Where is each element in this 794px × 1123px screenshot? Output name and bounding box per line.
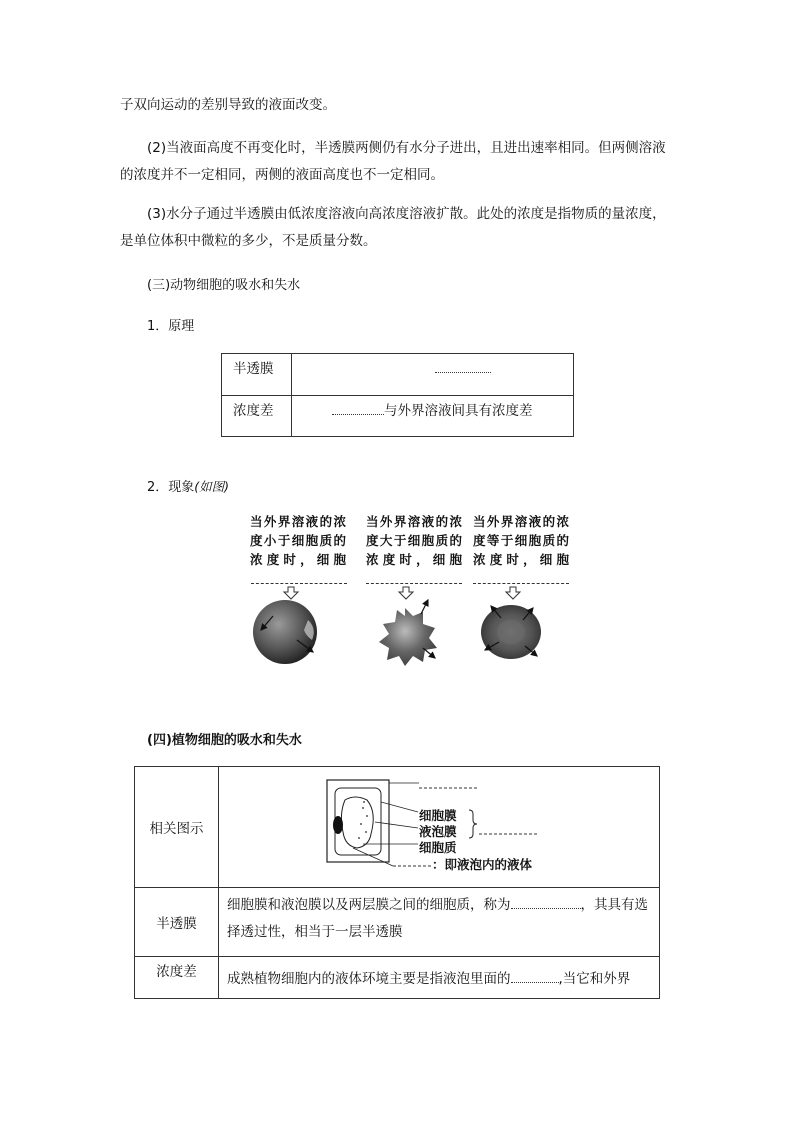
concentration-diff-label: 浓度差: [222, 396, 292, 437]
semipermeable-desc-a: 细胞膜和液泡膜以及两层膜之间的细胞质，称为: [227, 897, 511, 913]
item-1-heading: 1．原理: [147, 319, 195, 334]
item-2-heading: [147, 476, 229, 495]
paragraph-3: (3)水分子通过半透膜由低浓度溶液向高浓度溶液扩散。此处的浓度是指物质的量浓度，是单位体积中微粒的多少，不是质量分数。: [120, 206, 666, 249]
concentration-diff-label-2: 浓度差: [135, 957, 219, 999]
semipermeable-label: 半透膜: [222, 354, 292, 396]
plant-cell-figure-cell: [219, 767, 660, 888]
intro-line: 子双向运动的差别导致的液面改变。: [120, 97, 336, 113]
related-figure-label: 相关图示: [135, 767, 219, 888]
plant-cell-table: [134, 766, 660, 999]
semipermeable-desc-b: ，其具有选择透过性，相当于一层半透膜: [227, 897, 648, 940]
concentration-desc-b: ,当它和外界: [558, 971, 631, 987]
down-arrow-icon: [284, 587, 298, 599]
normal-cell-image: [481, 605, 541, 659]
vacuole-label: ：即液泡内的液体: [432, 857, 533, 872]
concentration-diff-cell: [292, 396, 574, 437]
principle-table: [221, 353, 574, 437]
concentration-desc-cell: [219, 957, 660, 999]
section-3-title: (三)动物细胞的吸水和失水: [147, 278, 301, 293]
shrunken-cell-image: [379, 600, 437, 666]
tonoplast-label: 液泡膜: [419, 824, 457, 839]
concentration-desc-a: 成熟植物细胞内的液体环境主要是指液泡里面的: [227, 971, 511, 987]
cytoplasm-label: 细胞质: [419, 840, 457, 855]
answer-blank[interactable]: [511, 896, 581, 909]
semipermeable-label-2: 半透膜: [135, 888, 219, 957]
answer-blank[interactable]: [332, 402, 384, 415]
caption-hypertonic: 当外界溶液的浓度大于细胞质的浓度时，细胞: [366, 514, 462, 567]
down-arrow-icon: [399, 587, 413, 599]
item-2-note: (如图): [194, 479, 230, 494]
semipermeable-answer-cell: [292, 354, 574, 396]
membrane-label: 细胞膜: [419, 808, 457, 823]
paragraph-2: (2)当液面高度不再变化时，半透膜两侧仍有水分子进出，且进出速率相同。但两侧溶液的浓度并不一定相同，两侧的液面高度也不一定相同。: [120, 140, 666, 183]
down-arrow-icon: [506, 587, 520, 599]
section-4-title: (四)植物细胞的吸水和失水: [147, 733, 302, 748]
concentration-diff-text: 与外界溶液间具有浓度差: [384, 403, 533, 419]
caption-isotonic: 当外界溶液的浓度等于细胞质的浓度时，细胞: [473, 514, 569, 567]
swollen-cell-image: [253, 600, 317, 664]
animal-cell-figure: [245, 584, 580, 669]
answer-blank[interactable]: [435, 360, 491, 373]
caption-hypotonic: 当外界溶液的浓度小于细胞质的浓度时，细胞: [250, 514, 346, 567]
answer-blank[interactable]: [511, 970, 559, 983]
item-2-label: 2．现象: [147, 480, 195, 495]
semipermeable-desc-cell: [219, 888, 660, 957]
